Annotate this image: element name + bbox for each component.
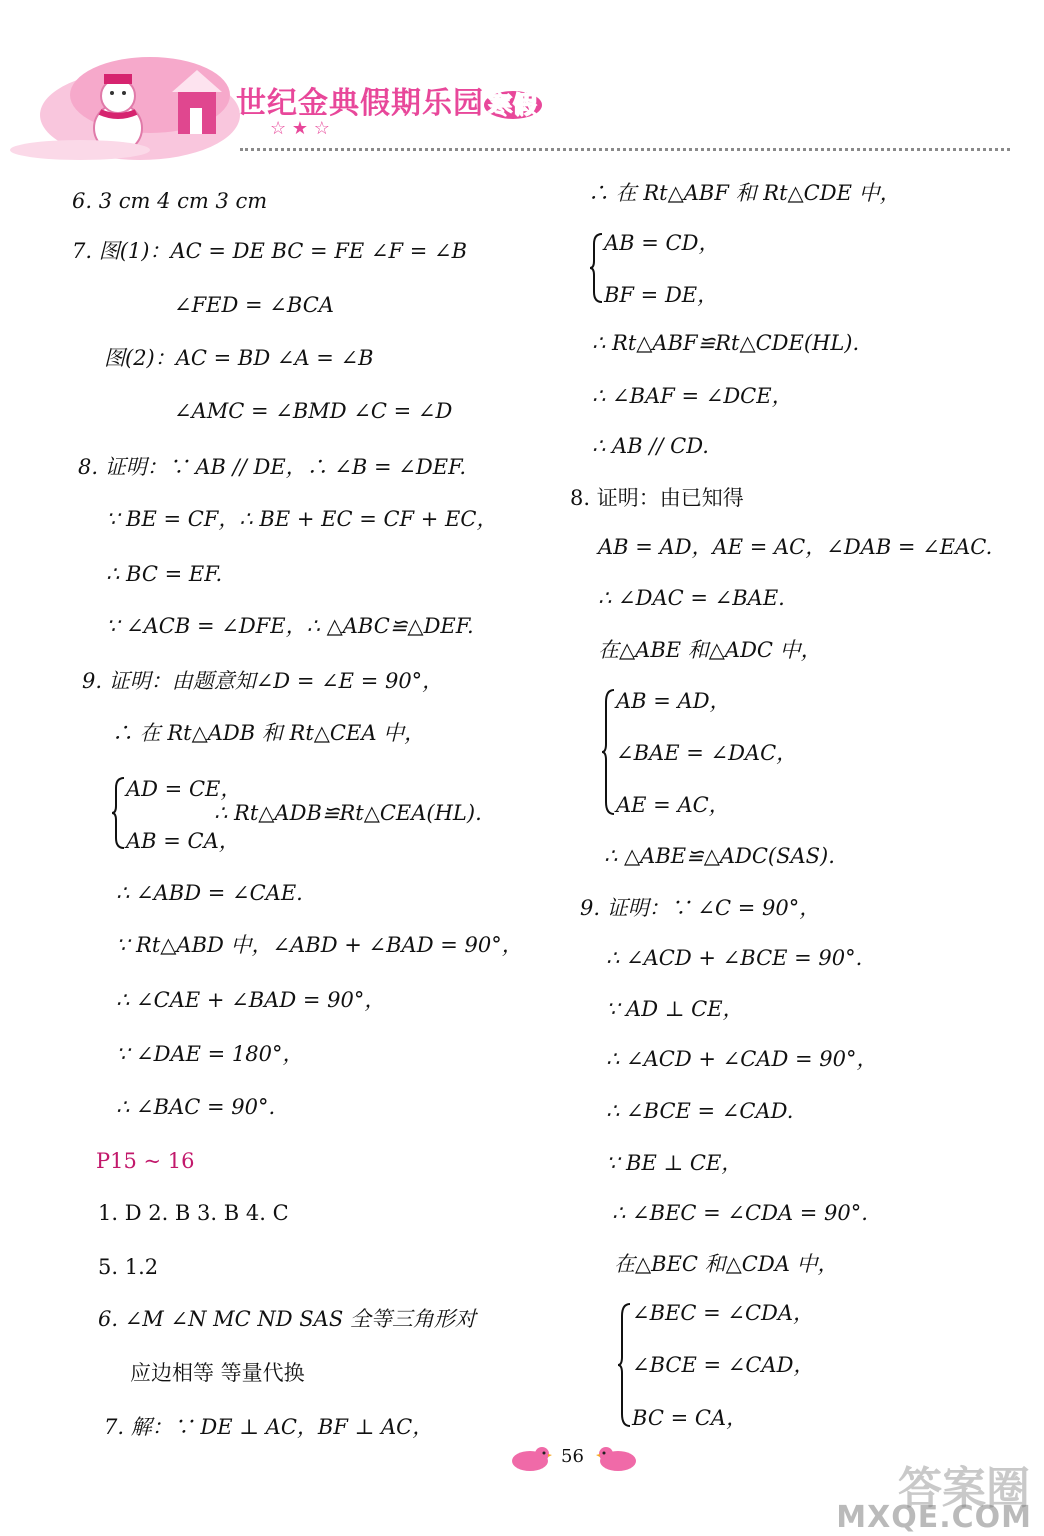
- bird-icon-right: [596, 1444, 640, 1474]
- right-line-8: AB = AD，AE = AC，∠DAB = ∠EAC.: [598, 535, 993, 559]
- stars-decoration: ☆ ★ ☆: [270, 118, 330, 139]
- left-line-10: 9. 证明：由题意知∠D = ∠E = 90°，: [82, 669, 444, 693]
- right-line-16: ∴ ∠ACD + ∠BCE = 90°.: [606, 946, 863, 970]
- page-header: [0, 0, 1044, 170]
- right-line-19: ∴ ∠BCE = ∠CAD.: [606, 1099, 794, 1123]
- left-line-4: 图(2)：AC = BD ∠A = ∠B: [104, 346, 374, 370]
- left-line-22: 5. 1.2: [98, 1255, 159, 1279]
- left-line-14: AB = CA，: [126, 829, 240, 853]
- left-line-1: 6. 3 cm 4 cm 3 cm: [72, 189, 268, 213]
- header-season-badge: 寒假: [484, 91, 542, 119]
- right-brace-1: [590, 232, 604, 304]
- left-line-5: ∠AMC = ∠BMD ∠C = ∠D: [174, 399, 453, 423]
- left-line-9: ∵ ∠ACB = ∠DFE，∴ △ABC≌△DEF.: [106, 614, 474, 638]
- left-line-18: ∵ ∠DAE = 180°，: [116, 1042, 304, 1066]
- right-line-4: ∴ Rt△ABF≌Rt△CDE(HL).: [592, 331, 860, 355]
- right-line-21: ∴ ∠BEC = ∠CDA = 90°.: [612, 1201, 868, 1225]
- left-line-24: 应边相等 等量代换: [130, 1361, 305, 1385]
- watermark-url: MXQE.COM: [836, 1500, 1032, 1535]
- right-line-25: BC = CA，: [632, 1406, 748, 1430]
- right-line-22: 在△BEC 和△CDA 中，: [614, 1252, 839, 1276]
- right-brace-3: [618, 1302, 632, 1428]
- bird-icon-left: [508, 1444, 552, 1474]
- left-line-6: 8. 证明：∵ AB // DE，∴ ∠B = ∠DEF.: [78, 455, 467, 479]
- right-line-23: ∠BEC = ∠CDA，: [632, 1301, 815, 1325]
- right-line-17: ∵ AD ⊥ CE，: [606, 997, 744, 1021]
- left-line-19: ∴ ∠BAC = 90°.: [116, 1095, 276, 1119]
- left-line-8: ∴ BC = EF.: [106, 562, 223, 586]
- header-dotted-divider: [240, 148, 1010, 151]
- right-line-11: AB = AD，: [616, 689, 731, 713]
- left-line-25: 7. 解：∵ DE ⊥ AC，BF ⊥ AC，: [104, 1415, 434, 1439]
- right-line-6: ∴ AB // CD.: [592, 434, 709, 458]
- left-line-13: ∴ Rt△ADB≌Rt△CEA(HL).: [214, 801, 482, 825]
- left-line-11: ∴ 在 Rt△ADB 和 Rt△CEA 中，: [112, 721, 426, 745]
- section-heading-p15-16: P15 ~ 16: [96, 1149, 195, 1173]
- right-line-24: ∠BCE = ∠CAD，: [632, 1353, 815, 1377]
- header-title-text: 世纪金典假期乐园: [236, 86, 484, 121]
- right-line-20: ∵ BE ⊥ CE，: [606, 1151, 743, 1175]
- left-line-2: 7. 图(1)：AC = DE BC = FE ∠F = ∠B: [72, 239, 468, 263]
- left-line-15: ∴ ∠ABD = ∠CAE.: [116, 881, 303, 905]
- watermark-logo: 答案圈: [898, 1463, 1030, 1514]
- left-line-3: ∠FED = ∠BCA: [174, 293, 334, 317]
- page-number: 56: [561, 1446, 584, 1467]
- left-line-23: 6. ∠M ∠N MC ND SAS 全等三角形对: [98, 1307, 476, 1331]
- right-line-5: ∴ ∠BAF = ∠DCE，: [592, 384, 793, 408]
- left-line-17: ∴ ∠CAE + ∠BAD = 90°，: [116, 988, 386, 1012]
- right-line-7: 8. 证明：由已知得: [570, 486, 744, 510]
- right-line-9: ∴ ∠DAC = ∠BAE.: [598, 586, 785, 610]
- right-line-1: ∴ 在 Rt△ABF 和 Rt△CDE 中，: [588, 181, 901, 205]
- left-line-16: ∵ Rt△ABD 中，∠ABD + ∠BAD = 90°，: [116, 933, 523, 957]
- right-line-14: ∴ △ABE≌△ADC(SAS).: [604, 844, 835, 868]
- right-line-3: BF = DE，: [604, 283, 719, 307]
- right-line-13: AE = AC，: [616, 793, 730, 817]
- right-line-18: ∴ ∠ACD + ∠CAD = 90°，: [606, 1047, 878, 1071]
- right-line-15: 9. 证明：∵ ∠C = 90°，: [580, 896, 821, 920]
- right-brace-2: [602, 688, 616, 816]
- right-line-12: ∠BAE = ∠DAC，: [616, 741, 798, 765]
- left-line-21: 1. D 2. B 3. B 4. C: [98, 1201, 289, 1225]
- snowman-illustration: [0, 0, 240, 165]
- left-line-7: ∵ BE = CF，∴ BE + EC = CF + EC，: [106, 507, 498, 531]
- right-line-2: AB = CD，: [604, 231, 720, 255]
- left-brace-1: [112, 776, 126, 850]
- left-line-12: AD = CE，: [126, 777, 242, 801]
- header-title: [236, 78, 542, 122]
- right-line-10: 在△ABE 和△ADC 中，: [598, 638, 822, 662]
